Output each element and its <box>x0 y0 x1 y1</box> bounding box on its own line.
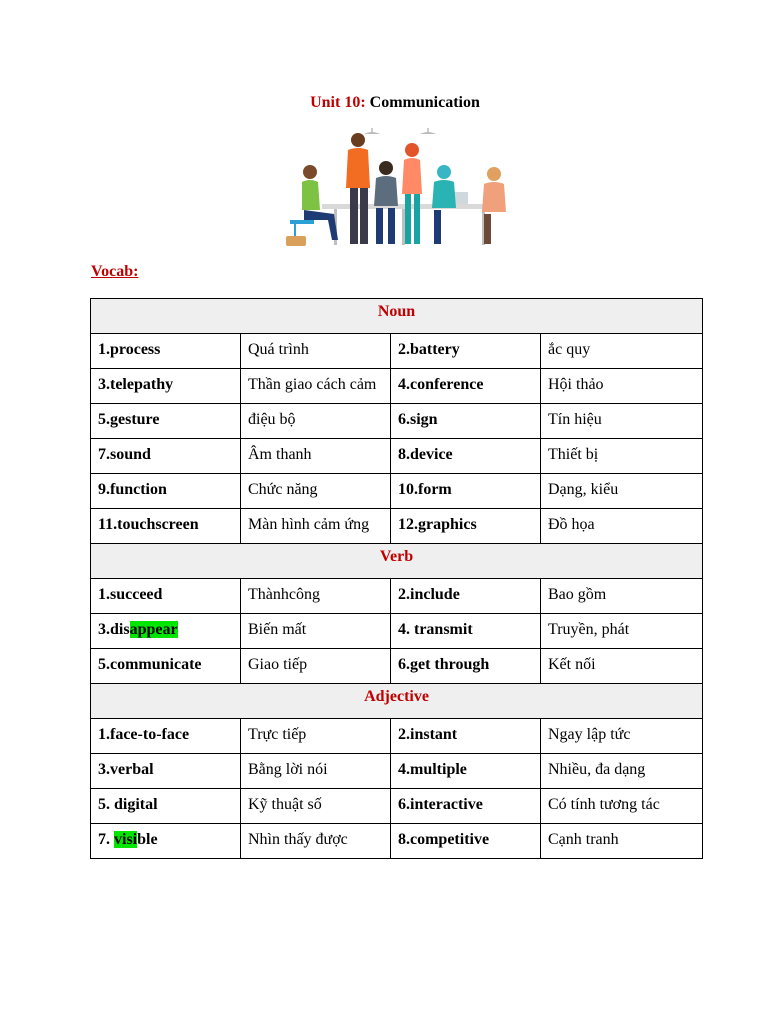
section-heading: Noun <box>91 299 703 334</box>
word-cell: 4.conference <box>391 369 541 404</box>
table-row <box>91 579 703 614</box>
table-row <box>91 334 703 369</box>
word-cell: 6.sign <box>391 404 541 439</box>
word-cell <box>91 614 241 649</box>
meaning-cell: Âm thanh <box>241 439 391 474</box>
section-header-adjective <box>91 684 703 719</box>
meaning-cell: Thiết bị <box>541 439 703 474</box>
word-cell: 2.instant <box>391 719 541 754</box>
word-cell: 5.gesture <box>91 404 241 439</box>
vocab-table <box>90 298 703 859</box>
highlighted-text: appear <box>129 621 178 638</box>
word-cell: 1.process <box>91 334 241 369</box>
table-row <box>91 614 703 649</box>
word-cell: 6.get through <box>391 649 541 684</box>
section-heading: Adjective <box>91 684 703 719</box>
highlighted-text: visi <box>114 831 138 848</box>
word-cell: 4.multiple <box>391 754 541 789</box>
word-cell <box>91 824 241 859</box>
vocab-label: Vocab: <box>91 263 139 280</box>
word-cell: 10.form <box>391 474 541 509</box>
word-cell: 1.succeed <box>91 579 241 614</box>
table-row <box>91 404 703 439</box>
word-cell: 5. digital <box>91 789 241 824</box>
word-cell: 7.sound <box>91 439 241 474</box>
unit-topic: Communication <box>369 94 480 111</box>
meaning-cell: Nhiều, đa dạng <box>541 754 703 789</box>
meaning-cell: Đồ họa <box>541 509 703 544</box>
meaning-cell: Màn hình cảm ứng <box>241 509 391 544</box>
word-cell: 4. transmit <box>391 614 541 649</box>
section-header-noun <box>91 299 703 334</box>
word-cell: 8.competitive <box>391 824 541 859</box>
word-cell: 9.function <box>91 474 241 509</box>
word-cell: 5.communicate <box>91 649 241 684</box>
table-row <box>91 789 703 824</box>
meaning-cell: Bằng lời nói <box>241 754 391 789</box>
meaning-cell: Nhìn thấy được <box>241 824 391 859</box>
meaning-cell: Bao gồm <box>541 579 703 614</box>
table-row <box>91 649 703 684</box>
word-prefix: 7. <box>98 831 114 848</box>
meaning-cell: Quá trình <box>241 334 391 369</box>
table-row <box>91 754 703 789</box>
meaning-cell: Biến mất <box>241 614 391 649</box>
word-prefix: 3.dis <box>98 621 130 638</box>
section-heading: Verb <box>91 544 703 579</box>
document-title <box>0 94 768 112</box>
meaning-cell: Giao tiếp <box>241 649 391 684</box>
meaning-cell: Trực tiếp <box>241 719 391 754</box>
word-cell: 6.interactive <box>391 789 541 824</box>
meaning-cell: Kết nối <box>541 649 703 684</box>
communication-illustration <box>282 128 508 250</box>
table-row <box>91 369 703 404</box>
word-cell: 3.telepathy <box>91 369 241 404</box>
meaning-cell: Dạng, kiểu <box>541 474 703 509</box>
meaning-cell: Truyền, phát <box>541 614 703 649</box>
meaning-cell: ắc quy <box>541 334 703 369</box>
section-header-verb <box>91 544 703 579</box>
word-suffix: ble <box>137 831 158 848</box>
word-cell: 3.verbal <box>91 754 241 789</box>
word-cell: 2.battery <box>391 334 541 369</box>
meaning-cell: Thànhcông <box>241 579 391 614</box>
meaning-cell: Chức năng <box>241 474 391 509</box>
meaning-cell: điệu bộ <box>241 404 391 439</box>
table-row <box>91 719 703 754</box>
word-cell: 12.graphics <box>391 509 541 544</box>
meaning-cell: Hội thảo <box>541 369 703 404</box>
meaning-cell: Ngay lập tức <box>541 719 703 754</box>
unit-number: Unit 10: <box>310 94 366 111</box>
meaning-cell: Có tính tương tác <box>541 789 703 824</box>
meaning-cell: Cạnh tranh <box>541 824 703 859</box>
word-cell: 8.device <box>391 439 541 474</box>
word-cell: 2.include <box>391 579 541 614</box>
table-row <box>91 509 703 544</box>
table-row <box>91 439 703 474</box>
meaning-cell: Kỹ thuật số <box>241 789 391 824</box>
meaning-cell: Thần giao cách cảm <box>241 369 391 404</box>
word-cell: 1.face-to-face <box>91 719 241 754</box>
table-row <box>91 824 703 859</box>
table-row <box>91 474 703 509</box>
meaning-cell: Tín hiệu <box>541 404 703 439</box>
word-cell: 11.touchscreen <box>91 509 241 544</box>
